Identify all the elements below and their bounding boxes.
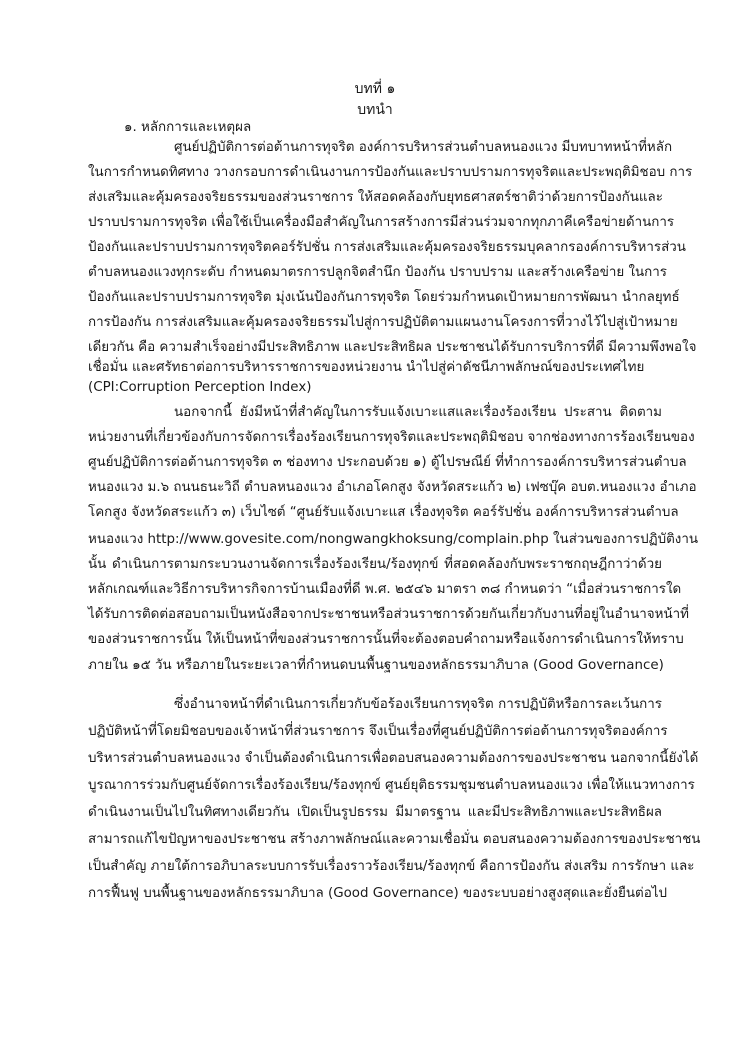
paragraph-line: เป็นสำคัญ ภายใต้การอภิบาลระบบการรับเรื่องราวร้องเรียน/ร้องทุกข์ คือการป้องกัน ส่งเสริม การรักษา และ [88, 859, 695, 874]
paragraph-line: ในการกำหนดทิศทาง วางกรอบการดำเนินงานการป้องกันและปราบปรามการทุจริตและประพฤติมิชอบ การ [88, 165, 693, 180]
paragraph-line: ได้รับการติดต่อสอบถามเป็นหนังสือจากประชาชนหรือส่วนราชการด้วยกันเกี่ยวกับงานที่อยู่ในอำนาจหน้าที่ [88, 607, 689, 622]
paragraph-line: ปฏิบัติหน้าที่โดยมิชอบของเจ้าหน้าที่ส่วนราชการ จึงเป็นเรื่องที่ศูนย์ปฏิบัติการต่อต้านการทุจริตองค์การ [88, 724, 668, 739]
paragraph-line: บริหารส่วนตำบลหนองแวง จำเป็นต้องดำเนินการเพื่อตอบสนองความต้องการของประชาชน นอกจากนี้ยังได้ [88, 751, 699, 766]
paragraph-line: ศูนย์ปฏิบัติการต่อต้านการทุจริต องค์การบริหารส่วนตำบลหนองแวง มีบทบาทหน้าที่หลัก [174, 140, 673, 155]
chapter-title: บทนำ [357, 102, 393, 118]
paragraph-line: ภายใน ๑๕ วัน หรือภายในระยะเวลาที่กำหนดบนพื้นฐานของหลักธรรมาภิบาล (Good Governance) [88, 658, 664, 673]
paragraph-line: ป้องกันและปราบปรามการทุจริต มุ่งเน้นป้องกันการทุจริต โดยร่วมกำหนดเป้าหมายการพัฒนา นำกลยุทธ์ [88, 290, 680, 305]
paragraph-line: ตำบลหนองแวงทุกระดับ กำหนดมาตรการปลูกจิตสำนึก ป้องกัน ปราบปราม และสร้างเครือข่าย ในการ [88, 265, 667, 280]
section-heading: ๑. หลักการและเหตุผล [124, 120, 252, 135]
paragraph-line: นั้น ดำเนินการตามกระบวนงานจัดการเรื่องร้องเรียน/ร้องทุกข์ ที่สอดคล้องกับพระราชกฤษฎีกาว่าด้วย [88, 557, 662, 572]
paragraph-line: ศูนย์ปฏิบัติการต่อต้านการทุจริต ๓ ช่องทาง ประกอบด้วย ๑) ตู้ไปรษณีย์ ที่ทำการองค์การบริหารส่วนตำบล [88, 455, 687, 470]
paragraph-line: สามารถแก้ไขปัญหาของประชาชน สร้างภาพลักษณ์และความเชื่อมั่น ตอบสนองความต้องการของประชาชน [88, 832, 701, 847]
chapter-number: บทที่ ๑ [354, 81, 396, 97]
paragraph-line: ส่งเสริมและคุ้มครองจริยธรรมของส่วนราชการ ให้สอดคล้องกับยุทธศาสตร์ชาติว่าด้วยการป้องกันและ [88, 190, 663, 205]
paragraph-line: ป้องกันและปราบปรามการทุจริตคอร์รัปชั่น การส่งเสริมและคุ้มครองจริยธรรมบุคลากรองค์การบริหารส่วน [88, 240, 686, 255]
paragraph-line: เชื่อมั่น และศรัทธาต่อการบริหารราชการของหน่วยงาน นำไปสู่ค่าดัชนีภาพลักษณ์ของประเทศไทย [88, 360, 645, 375]
paragraph-line: หนองแวง ม.๖ ถนนธนะวิถี ตำบลหนองแวง อำเภอโคกสูง จังหวัดสระแก้ว ๒) เฟซบุ๊ค อบต.หนองแวง อำเภอ [88, 480, 697, 495]
paragraph-line: การฟื้นฟู บนพื้นฐานของหลักธรรมาภิบาล (Good Governance) ของระบบอย่างสูงสุดและยั่งยืนต่อไป [88, 886, 668, 901]
paragraph-line: ของส่วนราชการนั้น ให้เป็นหน้าที่ของส่วนราชการนั้นที่จะต้องตอบคำถามหรือแจ้งการดำเนินการให้ทราบ [88, 632, 684, 647]
paragraph-line: บูรณาการร่วมกับศูนย์จัดการเรื่องร้องเรียน/ร้องทุกข์ ศูนย์ยุติธรรมชุมชนตำบลหนองแวง เพื่อให้แนวทางการ [88, 778, 695, 793]
paragraph-line: หลักเกณฑ์และวิธีการบริหารกิจการบ้านเมืองที่ดี พ.ศ. ๒๕๔๖ มาตรา ๓๘ กำหนดว่า “เมื่อส่วนราชการใด [88, 582, 682, 597]
paragraph-line: หน่วยงานที่เกี่ยวข้องกับการจัดการเรื่องร้องเรียนการทุจริตและประพฤติมิชอบ จากช่องทางการร้องเรียนของ [88, 430, 695, 445]
paragraph-line: ดำเนินงานเป็นไปในทิศทางเดียวกัน เปิดเป็นรูปธรรม มีมาตรฐาน และมีประสิทธิภาพและประสิทธิผล [88, 805, 662, 820]
paragraph-line: โคกสูง จังหวัดสระแก้ว ๓) เว็บไซต์ “ศูนย์รับแจ้งเบาะแส เรื่องทุจริต คอร์รัปชั่น องค์การบริหารส่วนตำบล [88, 505, 679, 520]
paragraph-line: (CPI:Corruption Perception Index) [88, 380, 312, 395]
paragraph-line: ซึ่งอำนาจหน้าที่ดำเนินการเกี่ยวกับข้อร้องเรียนการทุจริต การปฏิบัติหรือการละเว้นการ [174, 697, 662, 712]
paragraph-line: การป้องกัน การส่งเสริมและคุ้มครองจริยธรรมไปสู่การปฏิบัติตามแผนงานโครงการที่วางไว้ไปสู่เป้าหมาย [88, 315, 678, 330]
paragraph-line: นอกจากนี้ ยังมีหน้าที่สำคัญในการรับแจ้งเบาะแสและเรื่องร้องเรียน ประสาน ติดตาม [174, 405, 662, 420]
paragraph-line: ปราบปรามการทุจริต เพื่อใช้เป็นเครื่องมือสำคัญในการสร้างการมีส่วนร่วมจากทุกภาคีเครือข่ายด้านการ [88, 215, 675, 230]
paragraph-line: หนองแวง http://www.govesite.com/nongwangkhoksung/complain.php ในส่วนของการปฏิบัติงาน [88, 532, 698, 547]
paragraph-line: เดียวกัน คือ ความสำเร็จอย่างมีประสิทธิภาพ และประสิทธิผล ประชาชนได้รับการบริการที่ดี มีความพึงพอใจ [88, 340, 697, 355]
